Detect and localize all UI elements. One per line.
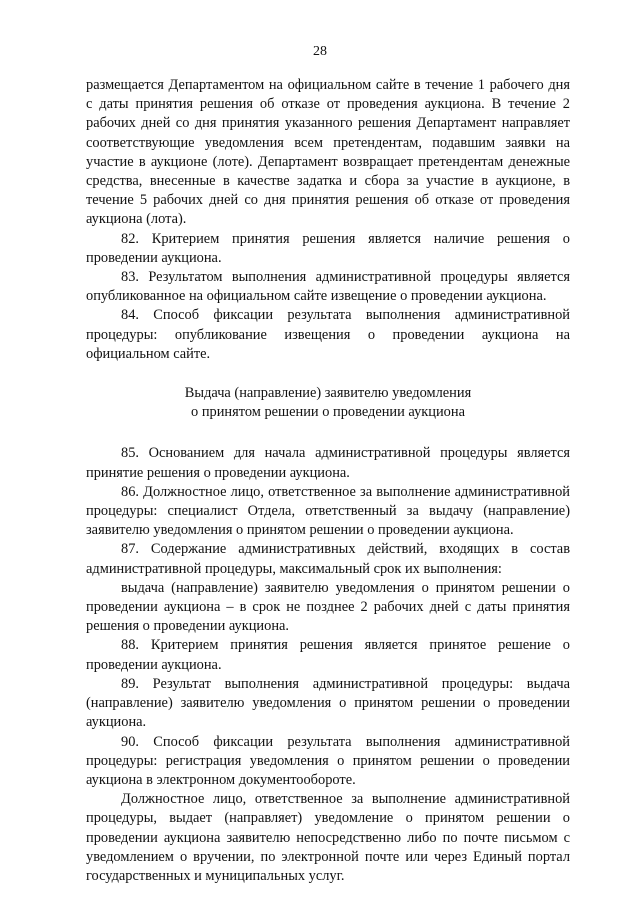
- document-body: [86, 76, 570, 886]
- paragraph-continuation: размещается Департаментом на официальном сайте в течение 1 рабочего дня с даты принятия решения об отказе от проведения аукциона. В течение 2 рабочих дней со дня принятия указанного решения Департамент направляет соответствующие уведомления всем претендентам, подавшим заявки на участие в аукционе (лоте). Департамент возвращает претендентам денежные средства, внесенные в качестве задатка и сбора за участие в аукционе, в течение 5 рабочих дней со дня принятия решения об отказе от проведения аукциона (лота).: [86, 77, 570, 228]
- section-heading-line-1: Выдача (направление) заявителю уведомления: [184, 385, 472, 402]
- section-heading-line-2: о принятом решении о проведении аукциона: [191, 404, 465, 421]
- paragraph-82: 82. Критерием принятия решения является наличие решения о проведении аукциона.: [86, 230, 570, 266]
- section-heading: [86, 384, 570, 422]
- paragraph-87-detail: выдача (направление) заявителю уведомления о принятом решении о проведении аукциона – в срок не позднее 2 рабочих дней с даты принятия решения о проведении аукциона.: [86, 579, 570, 635]
- paragraph-88: 88. Критерием принятия решения является принятое решение о проведении аукциона.: [86, 637, 570, 673]
- paragraph-89: 89. Результат выполнения административной процедуры: выдача (направление) заявителю уведомления о принятом решении о проведении аукциона.: [86, 675, 570, 731]
- paragraph-83: 83. Результатом выполнения административной процедуры является опубликованное на официальном сайте извещение о проведении аукциона.: [86, 269, 570, 305]
- page-number: 28: [313, 44, 327, 59]
- paragraph-84: 84. Способ фиксации результата выполнения административной процедуры: опубликование извещения о проведении аукциона на официальном сайте.: [86, 307, 570, 362]
- paragraph-final: Должностное лицо, ответственное за выполнение административной процедуры, выдает (направляет) уведомление о принятом решении о проведении аукциона заявителю непосредственно либо по почте письмом с уведомлением о вручении, по электронной почте или через Единый портал государственных и муниципальных услуг.: [86, 791, 570, 884]
- paragraph-85: 85. Основанием для начала административной процедуры является принятие решения о проведении аукциона.: [86, 445, 570, 481]
- paragraph-86: 86. Должностное лицо, ответственное за выполнение административной процедуры: специалист Отдела, ответственный за выдачу (направление) заявителю уведомления о принятом решении о проведении аукциона.: [86, 483, 570, 539]
- paragraph-90: 90. Способ фиксации результата выполнения административной процедуры: регистрация уведомления о принятом решении о проведении аукциона в электронном документообороте.: [86, 733, 570, 788]
- paragraph-87: 87. Содержание административных действий, входящих в состав административной процедуры, максимальный срок их выполнения:: [86, 541, 570, 577]
